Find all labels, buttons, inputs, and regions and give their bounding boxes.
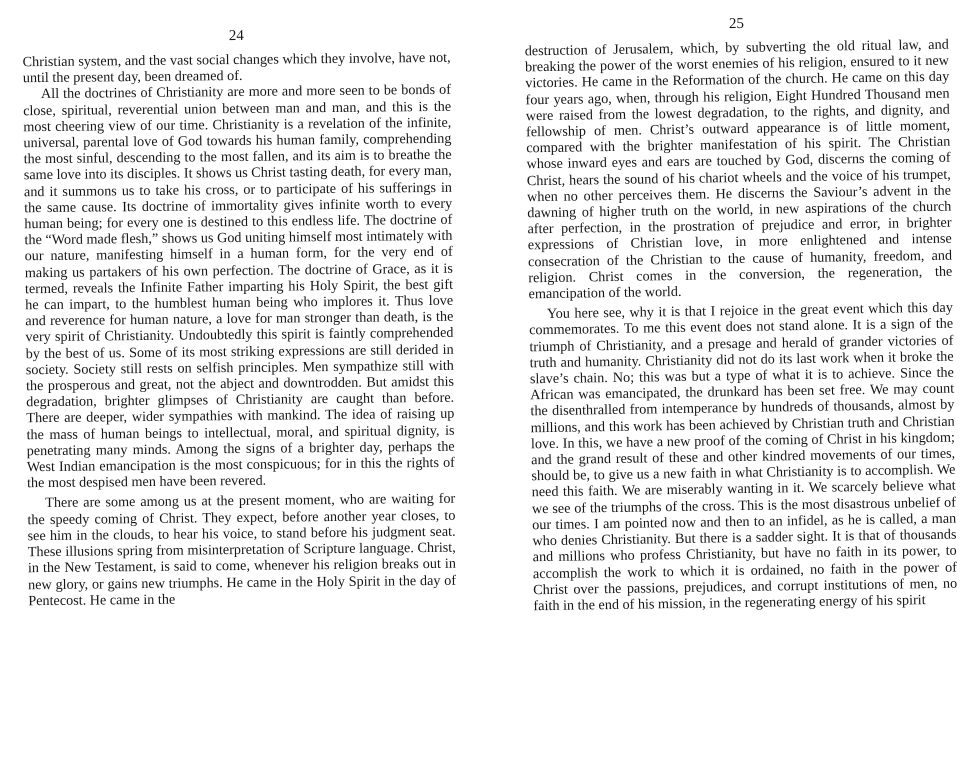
left-page-text	[23, 50, 457, 609]
paragraph: All the doctrines of Christianity are more and more seen to be bonds of close, spiritual, reverential union between man and man, and this is the most cheering view of our time. Christianity is a revelation of the infinite, universal, parental love of God towards his human family, comprehending the most sinful, descending to the most fallen, and its aim is to breathe the same love into its disciples. It shows us Christ tasting death, for every man, and it summons us to take his cross, or to participate of his sufferings in the same cause. Its doctrine of immortality gives infinite worth to every human being; for every one is destined to this endless life. The doctrine of the “Word made flesh,” shows us God uniting himself most intimately with our nature, manifesting himself in a human form, for the very end of making us partakers of his own perfection. The doctrine of Grace, as it is termed, reveals the Infinite Father imparting his Holy Spirit, the best gift he can impart, to the humblest human being who implores it. Thus love and reverence for human nature, a love for man stronger than death, is the very spirit of Christianity. Undoubtedly this spirit is faintly comprehended by the best of us. Some of its most striking expressions are still derided in society. Society still rests on selfish principles. Men sympathize still with the prosperous and great, not the abject and downtrodden. But amidst this degradation, brighter glimpses of Christianity are caught than before. There are deeper, wider sympathies with mankind. The idea of raising up the mass of human beings to intellectual, moral, and spiritual dignity, is penetrating many minds. Among the signs of a brighter day, perhaps the West Indian emancipation is the most conspicuous; for in this the rights of the most despised men have been revered.	[23, 82, 455, 492]
paragraph: You here see, why it is that I rejoice in the great event which this day commemorates. To me this event does not stand alone. It is a sign of the triumph of Christianity, and a presage and herald of grander victories of truth and humanity. Christianity did not do its last work when it broke the slave’s chain. No; this was but a type of what it is to achieve. Since the African was emancipated, the drunkard has been set free. We may count the disenthralled from intemperance by hundreds of thousands, almost by millions, and this work has been achieved by Christian truth and Christian love. In this, we have a new proof of the coming of Christ in his kingdom; and the grand result of these and other kindred movements of our times, should be, to give us a new faith in what Christianity is to accomplish. We need this faith. We are miserably wanting in it. We scarcely believe what we see of the triumphs of the cross. This is the most disastrous unbelief of our times. I am pointed now and then to an infidel, as he is called, a man who denies Christianity. But there is a sadder sight. It is that of thousands and millions who profess Christianity, but have no faith in its power, to accomplish the work to which it is ordained, no faith in the power of Christ over the passions, prejudices, and corrupt institutions of men, no faith in the end of his mission, in the regenerating energy of his spirit	[529, 299, 958, 615]
left-page-number: 24	[228, 27, 244, 45]
paragraph: destruction of Jerusalem, which, by subverting the old ritual law, and breaking the power of the worst enemies of his religion, ensured to it new victories. He came in the Reformation of the church. He came on this day four years ago, when, through his religion, Eight Hundred Thousand men were raised from the lowest degradation, to the rights, and dignity, and fellowship of men. Christ’s outward appearance is of little moment, compared with the brighter manifestation of his spirit. The Christian whose inward eyes and ears are touched by God, discerns the coming of Christ, hears the sound of his chariot wheels and the voice of his trumpet, when no other perceives them. He discerns the Saviour’s advent in the dawning of higher truth on the world, in new aspirations of the church after perfection, in the prostration of prejudice and error, in brighter expressions of Christian love, in more enlightened and intense consecration of the Christian to the cause of humanity, freedom, and religion. Christ comes in the conversion, the regeneration, the emancipation of the world.	[524, 36, 953, 303]
left-page	[22, 0, 458, 758]
paragraph: There are some among us at the present moment, who are waiting for the speedy coming of Christ. They expect, before another year closes, to see him in the clouds, to hear his voice, to stand before his judgment seat. These illusions spring from misinterpretation of Scripture language. Christ, in the New Testament, is said to come, whenever his religion breaks out in new glory, or gains new triumphs. He came in the Holy Spirit in the day of Pentecost. He came in the	[27, 491, 457, 609]
paragraph: Christian system, and the vast social changes which they involve, have not, until the present day, been dreamed of.	[22, 49, 451, 87]
right-page	[524, 0, 960, 759]
right-page-text	[525, 37, 958, 615]
right-page-number: 25	[728, 15, 745, 33]
